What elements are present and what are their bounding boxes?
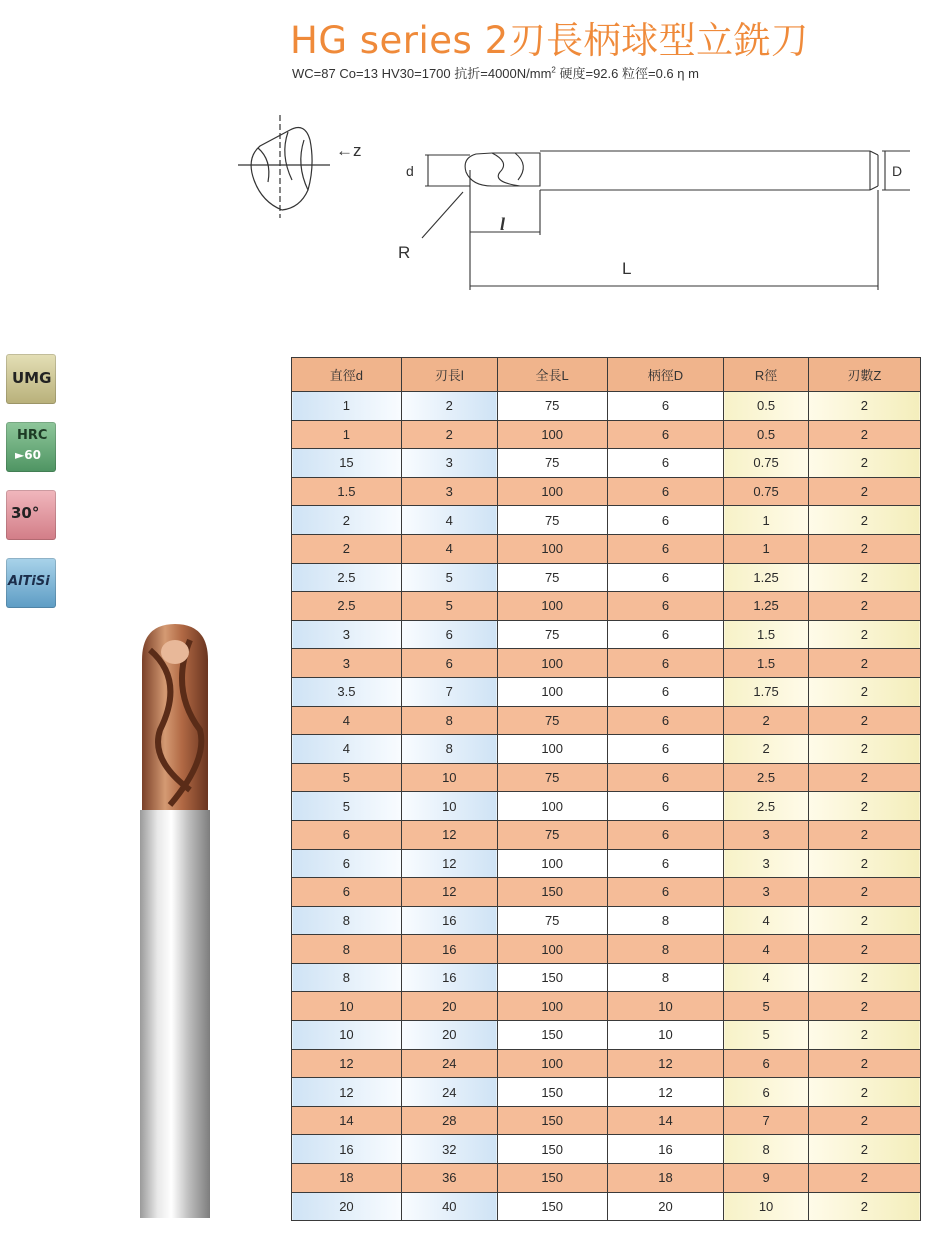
cell-flute-length: 3 (401, 477, 497, 506)
cell-diameter: 15 (292, 449, 402, 478)
cell-shank-diameter: 10 (607, 1021, 724, 1050)
D-label: D (892, 163, 903, 179)
cell-radius: 1 (724, 534, 808, 563)
table-row (292, 849, 921, 878)
cell-shank-diameter: 6 (607, 677, 724, 706)
cell-flutes: 2 (808, 963, 920, 992)
cell-overall-length: 100 (497, 420, 607, 449)
helix-angle-badge (6, 490, 56, 540)
cell-diameter: 2 (292, 506, 402, 535)
cell-flute-length: 28 (401, 1106, 497, 1135)
hrc-badge-bottom: ►60 (15, 448, 41, 462)
table-header-row (292, 358, 921, 392)
table-row (292, 992, 921, 1021)
cell-radius: 7 (724, 1106, 808, 1135)
cell-diameter: 8 (292, 963, 402, 992)
spec-table (291, 357, 921, 1221)
hrc-badge (6, 422, 56, 472)
col-header-flute-length: 刃長l (401, 358, 497, 392)
cell-diameter: 4 (292, 735, 402, 764)
table-row (292, 649, 921, 678)
cell-shank-diameter: 6 (607, 477, 724, 506)
cell-flutes: 2 (808, 449, 920, 478)
cell-flutes: 2 (808, 1049, 920, 1078)
cell-diameter: 8 (292, 906, 402, 935)
cell-flutes: 2 (808, 534, 920, 563)
cell-flute-length: 20 (401, 1021, 497, 1050)
cell-flute-length: 20 (401, 992, 497, 1021)
cell-flute-length: 6 (401, 649, 497, 678)
cell-diameter: 2.5 (292, 563, 402, 592)
cell-radius: 0.5 (724, 420, 808, 449)
cell-flutes: 2 (808, 592, 920, 621)
cell-overall-length: 150 (497, 1164, 607, 1193)
tool-dimension-diagram (230, 110, 910, 300)
L-label: L (622, 259, 632, 278)
cell-shank-diameter: 6 (607, 420, 724, 449)
cell-flutes: 2 (808, 706, 920, 735)
cell-flute-length: 12 (401, 849, 497, 878)
cell-radius: 10 (724, 1192, 808, 1221)
cell-shank-diameter: 18 (607, 1164, 724, 1193)
table-row (292, 1192, 921, 1221)
cell-overall-length: 75 (497, 506, 607, 535)
col-header-diameter: 直徑d (292, 358, 402, 392)
cell-flute-length: 5 (401, 563, 497, 592)
z-label: ←z (336, 141, 362, 160)
cell-shank-diameter: 12 (607, 1078, 724, 1107)
cell-radius: 2.5 (724, 763, 808, 792)
table-row (292, 1135, 921, 1164)
cell-flutes: 2 (808, 420, 920, 449)
cell-overall-length: 75 (497, 706, 607, 735)
cell-diameter: 6 (292, 849, 402, 878)
cell-flutes: 2 (808, 1192, 920, 1221)
cell-overall-length: 100 (497, 792, 607, 821)
col-header-shank-diameter: 柄徑D (607, 358, 724, 392)
cell-shank-diameter: 6 (607, 563, 724, 592)
cell-flute-length: 10 (401, 763, 497, 792)
cell-flutes: 2 (808, 1021, 920, 1050)
cell-flutes: 2 (808, 849, 920, 878)
cell-radius: 3 (724, 820, 808, 849)
cell-flute-length: 16 (401, 935, 497, 964)
table-row (292, 906, 921, 935)
cell-flute-length: 12 (401, 878, 497, 907)
d-label: d (406, 163, 414, 179)
cell-flutes: 2 (808, 906, 920, 935)
cell-flute-length: 3 (401, 449, 497, 478)
cell-shank-diameter: 12 (607, 1049, 724, 1078)
cell-shank-diameter: 8 (607, 963, 724, 992)
specs-superscript: 2 (551, 65, 556, 75)
cell-shank-diameter: 6 (607, 534, 724, 563)
cell-shank-diameter: 16 (607, 1135, 724, 1164)
cell-flute-length: 7 (401, 677, 497, 706)
cell-shank-diameter: 6 (607, 792, 724, 821)
cell-radius: 6 (724, 1049, 808, 1078)
cell-flutes: 2 (808, 563, 920, 592)
cell-flute-length: 16 (401, 906, 497, 935)
cell-flutes: 2 (808, 878, 920, 907)
coating-badge-label: AlTiSi (8, 574, 50, 589)
cell-radius: 1.25 (724, 563, 808, 592)
page-title: HG series 2刃長柄球型立銑刀 (290, 19, 809, 62)
cell-radius: 3 (724, 878, 808, 907)
cell-radius: 3 (724, 849, 808, 878)
cell-overall-length: 100 (497, 477, 607, 506)
cell-overall-length: 100 (497, 849, 607, 878)
cell-flute-length: 32 (401, 1135, 497, 1164)
table-row (292, 1021, 921, 1050)
cell-diameter: 12 (292, 1049, 402, 1078)
cell-overall-length: 75 (497, 449, 607, 478)
cell-diameter: 1 (292, 420, 402, 449)
cell-flutes: 2 (808, 992, 920, 1021)
cell-diameter: 16 (292, 1135, 402, 1164)
cell-flute-length: 2 (401, 420, 497, 449)
cell-flutes: 2 (808, 677, 920, 706)
cell-flutes: 2 (808, 820, 920, 849)
table-row (292, 763, 921, 792)
cell-radius: 2.5 (724, 792, 808, 821)
cell-radius: 9 (724, 1164, 808, 1193)
cell-shank-diameter: 10 (607, 992, 724, 1021)
table-row (292, 506, 921, 535)
cell-flutes: 2 (808, 1078, 920, 1107)
cell-overall-length: 75 (497, 392, 607, 421)
cell-flute-length: 4 (401, 534, 497, 563)
cell-shank-diameter: 6 (607, 506, 724, 535)
cell-shank-diameter: 6 (607, 620, 724, 649)
cell-flute-length: 16 (401, 963, 497, 992)
cell-radius: 2 (724, 706, 808, 735)
cell-flute-length: 10 (401, 792, 497, 821)
cell-flutes: 2 (808, 763, 920, 792)
table-row (292, 706, 921, 735)
side-view-outline (422, 151, 910, 290)
l-label: l (500, 214, 506, 234)
cell-shank-diameter: 8 (607, 906, 724, 935)
cell-diameter: 2.5 (292, 592, 402, 621)
cell-flute-length: 8 (401, 706, 497, 735)
table-row (292, 878, 921, 907)
feature-badges (6, 354, 56, 626)
cell-radius: 1.5 (724, 649, 808, 678)
cell-diameter: 3.5 (292, 677, 402, 706)
cell-shank-diameter: 14 (607, 1106, 724, 1135)
cell-radius: 4 (724, 963, 808, 992)
cell-overall-length: 100 (497, 534, 607, 563)
cell-shank-diameter: 6 (607, 735, 724, 764)
cell-radius: 1 (724, 506, 808, 535)
table-row (292, 820, 921, 849)
cell-diameter: 12 (292, 1078, 402, 1107)
cell-flute-length: 24 (401, 1078, 497, 1107)
cell-overall-length: 75 (497, 620, 607, 649)
table-row (292, 620, 921, 649)
table-row (292, 1106, 921, 1135)
cell-overall-length: 75 (497, 563, 607, 592)
cell-radius: 6 (724, 1078, 808, 1107)
table-row (292, 449, 921, 478)
cell-shank-diameter: 6 (607, 820, 724, 849)
cell-overall-length: 100 (497, 1049, 607, 1078)
cell-diameter: 1 (292, 392, 402, 421)
cell-flute-length: 40 (401, 1192, 497, 1221)
cell-overall-length: 75 (497, 820, 607, 849)
cell-radius: 5 (724, 1021, 808, 1050)
cell-diameter: 18 (292, 1164, 402, 1193)
ball-end-mill-image (130, 620, 220, 1220)
cell-overall-length: 150 (497, 1106, 607, 1135)
cell-overall-length: 150 (497, 1078, 607, 1107)
table-row (292, 1049, 921, 1078)
cell-shank-diameter: 6 (607, 878, 724, 907)
cell-shank-diameter: 6 (607, 849, 724, 878)
cell-flutes: 2 (808, 792, 920, 821)
specs-tail: 硬度=92.6 粒徑=0.6 η m (555, 66, 699, 81)
cell-diameter: 20 (292, 1192, 402, 1221)
cell-shank-diameter: 6 (607, 763, 724, 792)
col-header-flutes: 刃數Z (808, 358, 920, 392)
cell-flute-length: 8 (401, 735, 497, 764)
cell-shank-diameter: 8 (607, 935, 724, 964)
table-row (292, 420, 921, 449)
cell-flute-length: 36 (401, 1164, 497, 1193)
cell-radius: 2 (724, 735, 808, 764)
cell-overall-length: 100 (497, 677, 607, 706)
cell-radius: 0.5 (724, 392, 808, 421)
table-row (292, 677, 921, 706)
cell-shank-diameter: 6 (607, 392, 724, 421)
cell-diameter: 4 (292, 706, 402, 735)
cell-diameter: 10 (292, 1021, 402, 1050)
specs-text: WC=87 Co=13 HV30=1700 抗折=4000N/mm (292, 66, 552, 81)
cell-shank-diameter: 6 (607, 592, 724, 621)
cell-overall-length: 150 (497, 878, 607, 907)
table-row (292, 735, 921, 764)
cell-flutes: 2 (808, 649, 920, 678)
cell-diameter: 10 (292, 992, 402, 1021)
cell-diameter: 2 (292, 534, 402, 563)
table-row (292, 1078, 921, 1107)
cell-radius: 0.75 (724, 477, 808, 506)
cell-diameter: 3 (292, 620, 402, 649)
cell-overall-length: 100 (497, 649, 607, 678)
table-row (292, 963, 921, 992)
cell-flutes: 2 (808, 392, 920, 421)
tool-shank (140, 810, 210, 1218)
table-row (292, 792, 921, 821)
cell-diameter: 5 (292, 763, 402, 792)
table-row (292, 477, 921, 506)
cell-overall-length: 100 (497, 992, 607, 1021)
cell-diameter: 1.5 (292, 477, 402, 506)
cell-flute-length: 5 (401, 592, 497, 621)
cell-flutes: 2 (808, 935, 920, 964)
cell-shank-diameter: 6 (607, 649, 724, 678)
cell-flutes: 2 (808, 735, 920, 764)
cell-radius: 4 (724, 906, 808, 935)
cell-shank-diameter: 6 (607, 449, 724, 478)
umg-badge (6, 354, 56, 404)
cell-diameter: 6 (292, 878, 402, 907)
cell-flutes: 2 (808, 1164, 920, 1193)
cell-diameter: 14 (292, 1106, 402, 1135)
table-row (292, 1164, 921, 1193)
cell-flutes: 2 (808, 1106, 920, 1135)
cell-flutes: 2 (808, 477, 920, 506)
cell-diameter: 6 (292, 820, 402, 849)
cell-flutes: 2 (808, 506, 920, 535)
umg-badge-label: UMG (12, 369, 52, 387)
cell-radius: 4 (724, 935, 808, 964)
cell-overall-length: 150 (497, 1135, 607, 1164)
cell-overall-length: 150 (497, 963, 607, 992)
cell-radius: 1.75 (724, 677, 808, 706)
cell-radius: 5 (724, 992, 808, 1021)
cell-overall-length: 150 (497, 1021, 607, 1050)
cell-radius: 1.5 (724, 620, 808, 649)
cell-radius: 8 (724, 1135, 808, 1164)
cell-diameter: 3 (292, 649, 402, 678)
cell-overall-length: 150 (497, 1192, 607, 1221)
cell-flutes: 2 (808, 1135, 920, 1164)
R-label: R (398, 243, 411, 262)
cell-diameter: 5 (292, 792, 402, 821)
cell-flute-length: 12 (401, 820, 497, 849)
cell-overall-length: 100 (497, 592, 607, 621)
coating-badge (6, 558, 56, 608)
col-header-overall-length: 全長L (497, 358, 607, 392)
table-row (292, 592, 921, 621)
table-row (292, 534, 921, 563)
cell-diameter: 8 (292, 935, 402, 964)
table-body (292, 392, 921, 1221)
col-header-radius: R徑 (724, 358, 808, 392)
table-row (292, 935, 921, 964)
end-view-icon (238, 115, 330, 218)
table-row (292, 563, 921, 592)
helix-angle-label: 30° (11, 504, 40, 522)
table-row (292, 392, 921, 421)
cell-overall-length: 100 (497, 735, 607, 764)
cell-flute-length: 4 (401, 506, 497, 535)
cell-overall-length: 75 (497, 763, 607, 792)
material-specs (292, 63, 699, 82)
hrc-badge-top: HRC (17, 428, 48, 443)
cell-shank-diameter: 20 (607, 1192, 724, 1221)
cell-radius: 0.75 (724, 449, 808, 478)
cell-flutes: 2 (808, 620, 920, 649)
cell-shank-diameter: 6 (607, 706, 724, 735)
cell-flute-length: 6 (401, 620, 497, 649)
cell-radius: 1.25 (724, 592, 808, 621)
cell-flute-length: 24 (401, 1049, 497, 1078)
cell-flute-length: 2 (401, 392, 497, 421)
cell-overall-length: 100 (497, 935, 607, 964)
cell-overall-length: 75 (497, 906, 607, 935)
